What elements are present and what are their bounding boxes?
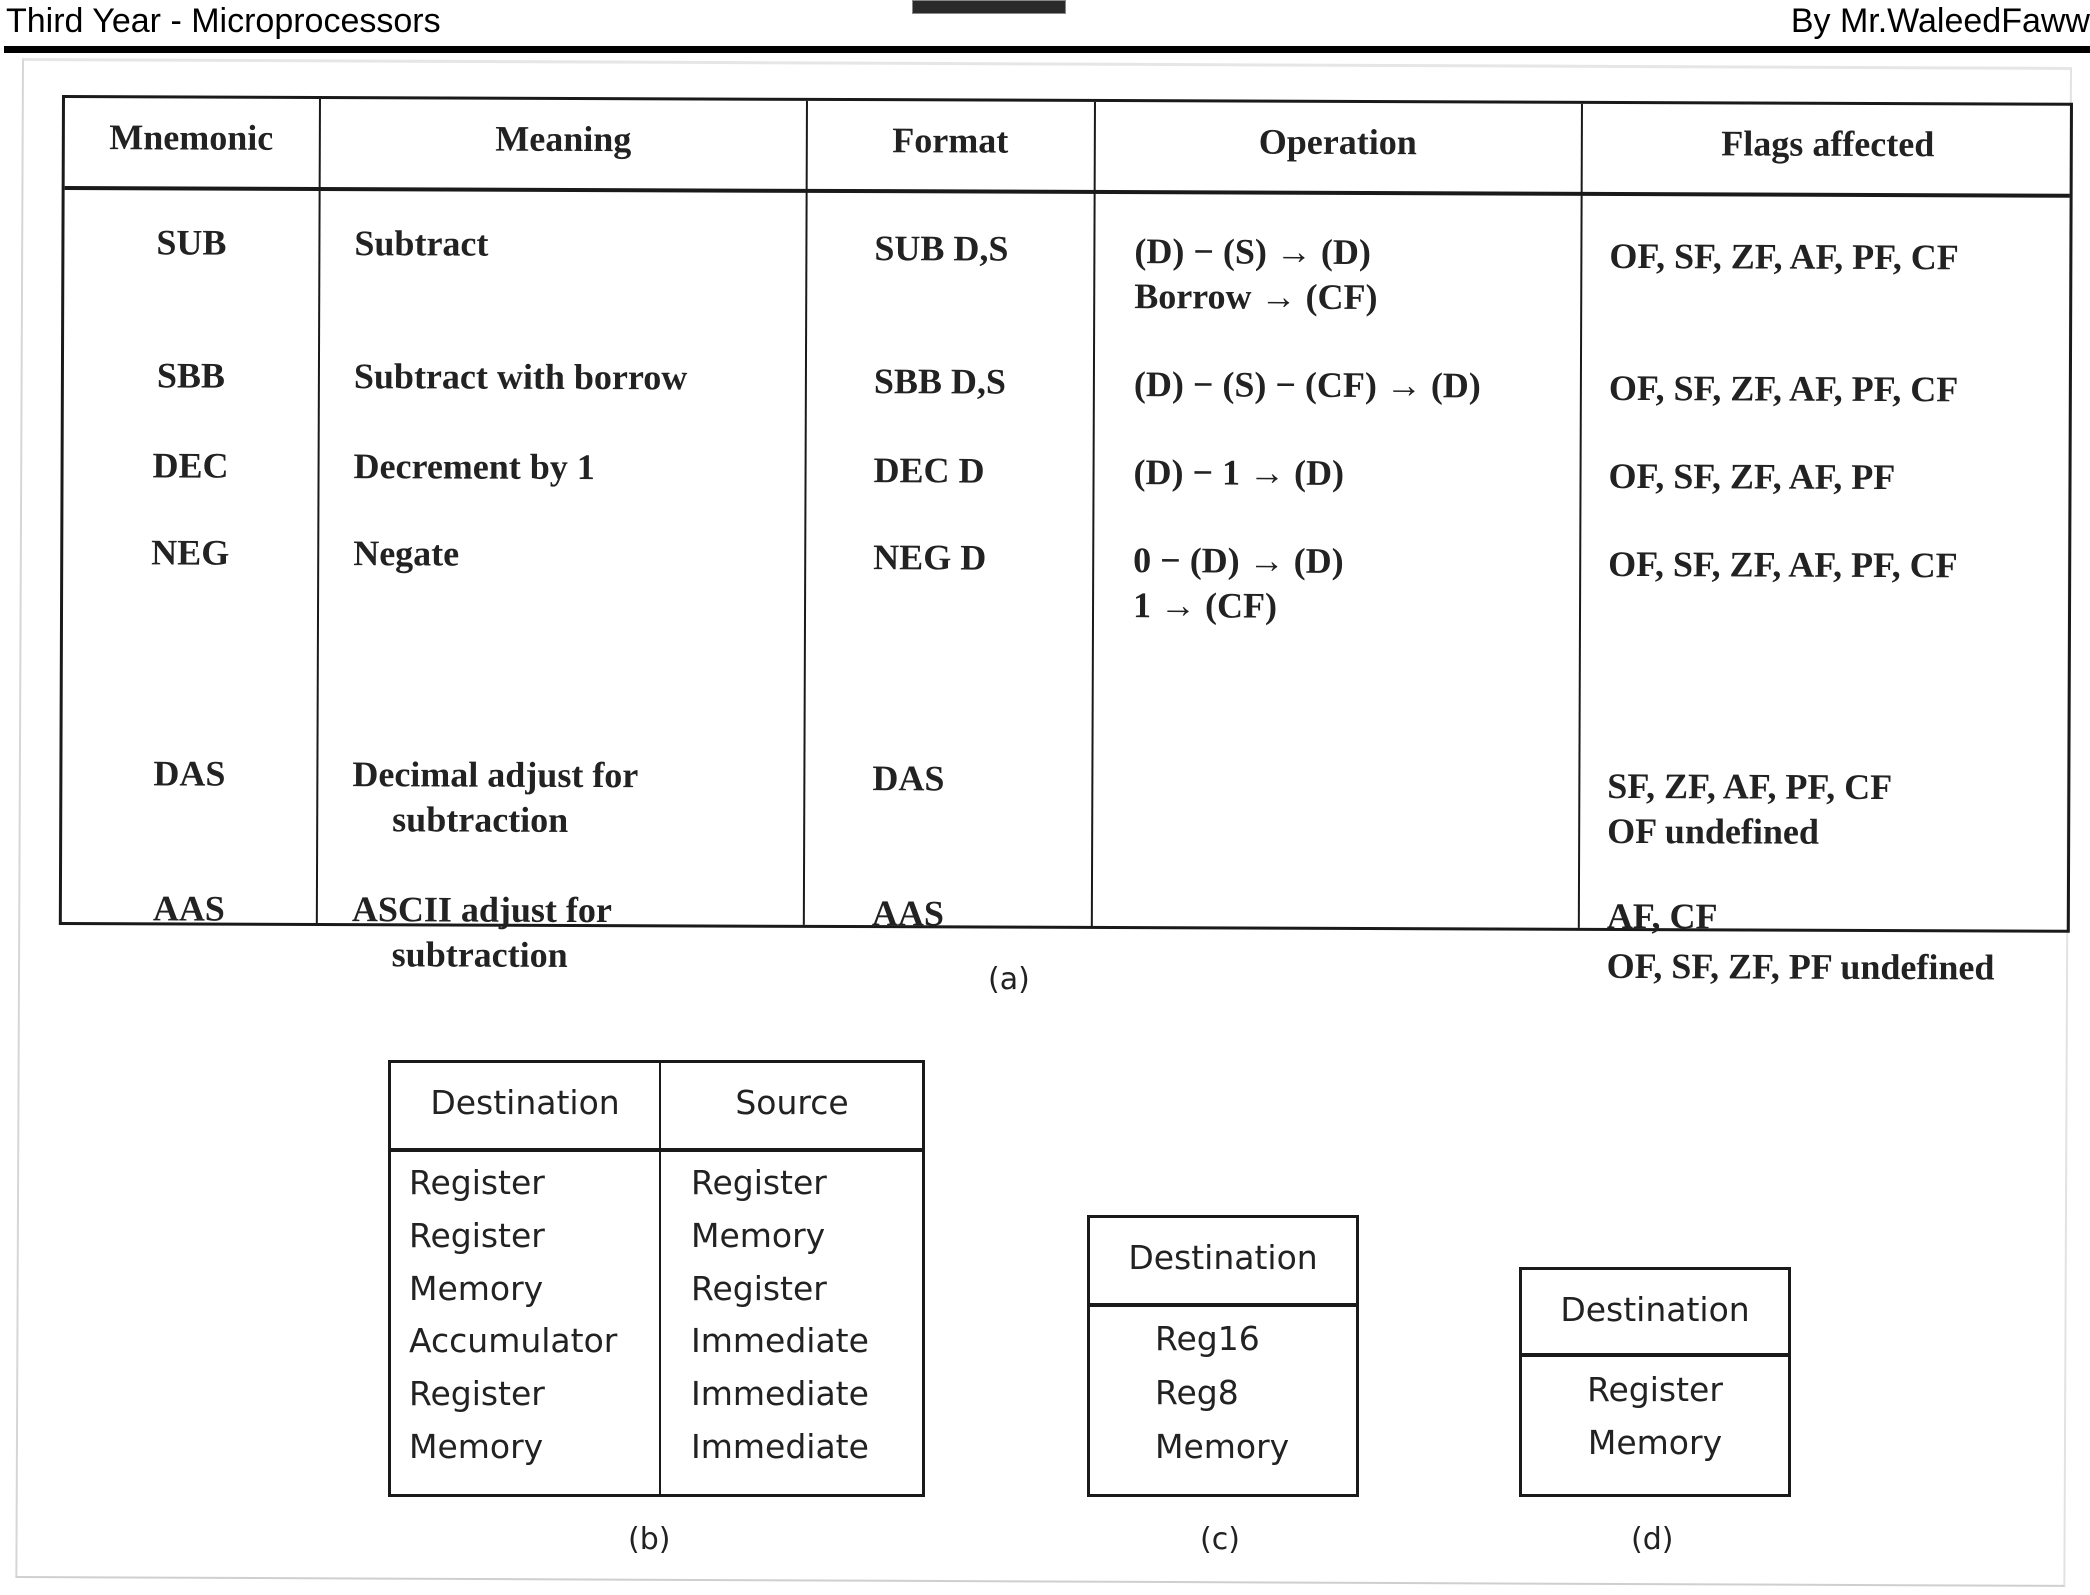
format-cell: AAS (871, 893, 944, 934)
column-header-destination: Destination (1128, 1238, 1318, 1277)
mnemonic-cell: NEG (151, 532, 230, 573)
list-item: Reg8 (1155, 1373, 1239, 1412)
source-cell: Immediate (691, 1427, 869, 1466)
meaning-cell: subtraction (392, 799, 569, 840)
table-header-row (1090, 1218, 1356, 1307)
list-item: Memory (1155, 1427, 1290, 1466)
destination-cell: Memory (409, 1269, 544, 1308)
column-header-destination: Destination (1560, 1290, 1750, 1329)
meaning-cell: subtraction (391, 934, 568, 975)
page-header-title: Third Year - Microprocessors (6, 2, 441, 40)
mnemonic-cell: SUB (156, 222, 227, 263)
table-header-row (65, 98, 2070, 198)
destination-cell: Register (409, 1216, 545, 1255)
column-header-operation: Operation (1258, 121, 1417, 163)
meaning-cell: Decimal adjust for (352, 754, 639, 796)
column-header-meaning: Meaning (495, 118, 632, 160)
operand-table-d (1519, 1267, 1791, 1497)
instruction-table (59, 95, 2073, 988)
format-cell: SBB D,S (873, 361, 1007, 402)
meaning-cell: ASCII adjust for (351, 889, 612, 931)
operation-cell: Borrow → (CF) (1134, 276, 1378, 318)
list-item: Memory (1587, 1423, 1723, 1462)
column-divider (659, 1063, 661, 1494)
operand-table-c (1087, 1215, 1359, 1497)
column-header-destination: Destination (430, 1083, 620, 1122)
mnemonic-cell: DEC (152, 445, 229, 486)
mnemonic-cell: DAS (153, 753, 226, 794)
page-header-author: By Mr.WaleedFaww (1790, 2, 2090, 40)
operand-table-b (388, 1060, 925, 1497)
list-item: Reg16 (1155, 1319, 1260, 1358)
source-cell: Register (691, 1163, 827, 1202)
destination-cell: Register (409, 1374, 545, 1413)
column-header-source: Source (735, 1083, 849, 1122)
operation-cell: 1 → (CF) (1132, 585, 1278, 626)
format-cell: NEG D (873, 537, 987, 578)
caption-c: (c) (1200, 1522, 1240, 1557)
flags-cell: OF undefined (1607, 810, 1819, 852)
column-divider (1091, 102, 1096, 926)
meaning-cell: Decrement by 1 (353, 446, 595, 488)
mnemonic-cell: AAS (152, 888, 225, 929)
operation-cell: (D) − (S) → (D) (1134, 231, 1371, 273)
flags-cell: AF, CF (1606, 895, 1718, 937)
flags-cell: SF, ZF, AF, PF, CF (1607, 765, 1893, 808)
format-cell: DEC D (873, 450, 985, 491)
header-divider (4, 46, 2090, 53)
destination-cell: Accumulator (409, 1321, 618, 1360)
column-divider (803, 101, 808, 925)
flags-cell: OF, SF, ZF, AF, PF, CF (1609, 235, 1959, 278)
source-cell: Immediate (691, 1374, 869, 1413)
meaning-cell: Subtract with borrow (353, 356, 688, 398)
table-header-row (391, 1063, 922, 1152)
flags-cell: OF, SF, ZF, AF, PF (1608, 455, 1896, 498)
operation-cell: (D) − 1 → (D) (1133, 452, 1345, 493)
destination-cell: Memory (409, 1427, 544, 1466)
caption-d: (d) (1631, 1522, 1674, 1557)
flags-cell: OF, SF, ZF, PF undefined (1606, 945, 1995, 988)
source-cell: Memory (691, 1216, 826, 1255)
flags-cell: OF, SF, ZF, AF, PF, CF (1608, 543, 1958, 586)
mnemonic-cell: SBB (156, 355, 226, 396)
flags-cell: OF, SF, ZF, AF, PF, CF (1608, 367, 1959, 410)
table-header-row (1522, 1270, 1788, 1357)
header-logo-image (912, 0, 1066, 14)
source-cell: Immediate (691, 1321, 869, 1360)
caption-a: (a) (988, 962, 1030, 997)
column-divider (1578, 104, 1583, 928)
operation-cell: 0 − (D) → (D) (1133, 540, 1344, 581)
meaning-cell: Subtract (354, 223, 489, 264)
format-cell: SUB D,S (874, 228, 1009, 269)
column-header-mnemonic: Mnemonic (109, 117, 274, 158)
column-header-flags: Flags affected (1721, 123, 1935, 165)
operation-cell: (D) − (S) − (CF) → (D) (1133, 364, 1481, 406)
meaning-cell: Negate (353, 533, 460, 574)
source-cell: Register (691, 1269, 827, 1308)
caption-b: (b) (628, 1522, 671, 1557)
column-header-format: Format (892, 120, 1009, 161)
format-cell: DAS (872, 758, 945, 799)
list-item: Register (1587, 1370, 1723, 1409)
destination-cell: Register (409, 1163, 545, 1202)
